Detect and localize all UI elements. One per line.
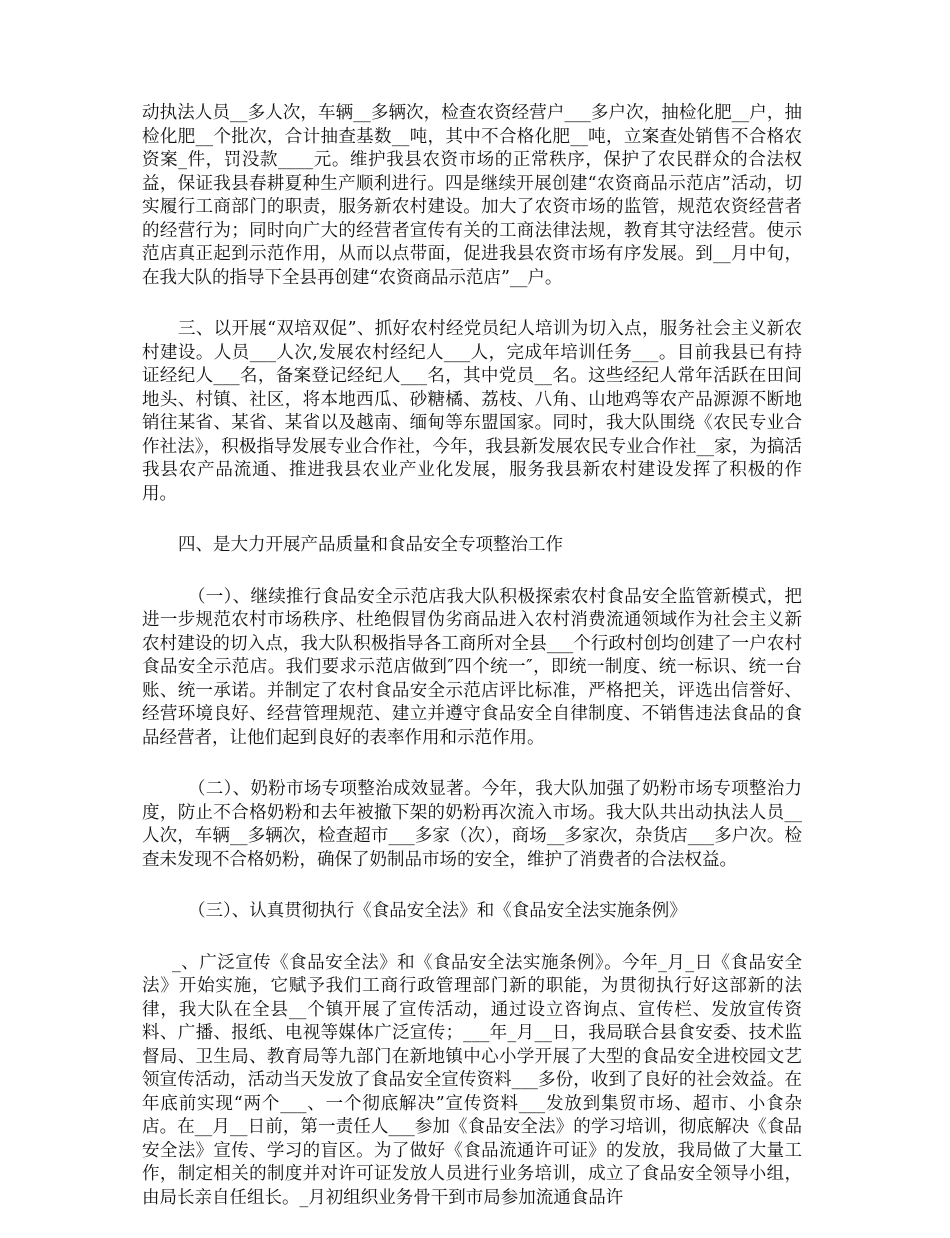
document-page: [142, 102, 802, 1238]
paragraph-section-three: 三、以开展“双培双促”、抓好农村经党员纪人培训为切入点，服务社会主义新农村建设。人员___人次,发展农村经纪人___人，完成年培训任务___。目前我县已有持证经纪人___名，备案登记经纪人___名，其中党员__名。这些经纪人常年活跃在田间地头、村镇、社区，将本地西瓜、砂糖橘、荔枝、八角、山地鸡等农产品源源不断地销往某省、某省、某省以及越南、缅甸等东盟国家。同时，我大队围绕《农民专业合作社法》，积极指导发展专业合作社，今年，我县新发展农民专业合作社__家，为搞活我县农产品流通、推进我县农业产业化发展，服务我县新农村建设发挥了积极的作用。: [142, 319, 802, 504]
section-heading-four: 四、是大力开展产品质量和食品安全专项整治工作: [178, 535, 563, 555]
paragraph-milk-powder: （二）、奶粉市场专项整治成效显著。今年，我大队加强了奶粉市场专项整治力度，防止不合格奶粉和去年被撤下架的奶粉再次流入市场。我大队共出动执法人员__人次，车辆__多辆次，检查超市___多家（次），商场__多家次，杂货店___多户次。检查未发现不合格奶粉，确保了奶制品市场的安全，维护了消费者的合法权益。: [142, 779, 802, 870]
paragraph-agri-inspection: 动执法人员__多人次，车辆__多辆次，检查农资经营户___多户次，抽检化肥__户，抽检化肥__个批次，合计抽查基数__吨，其中不合格化肥__吨，立案查处销售不合格农资案_件，罚没款____元。维护我县农资市场的正常秩序，保护了农民群众的合法权益，保证我县春耕夏种生产顺利进行。四是继续开展创建“农资商品示范店”活动，切实履行工商部门的职责，服务新农村建设。加大了农资市场的监管，规范农资经营者的经营行为；同时向广大的经营者宣传有关的工商法律法规，教育其守法经营。使示范店真正起到示范作用，从而以点带面，促进我县农资市场有序发展。到__月中旬，在我大队的指导下全县再创建“农资商品示范店”__户。: [142, 103, 802, 288]
paragraph-law-promotion: _、广泛宣传《食品安全法》和《食品安全法实施条例》。今年_月_日《食品安全法》开始实施，它赋予我们工商行政管理部门新的职能，为贯彻执行好这部新的法律，我大队在全县__个镇开展了宣传活动，通过设立咨询点、宣传栏、发放宣传资料、广播、报纸、电视等媒体广泛宣传；___年_月__日，我局联合县食安委、技术监督局、卫生局、教育局等九部门在新地镇中心小学开展了大型的食品安全进校园文艺领宣传活动，活动当天发放了食品安全宣传资料___多份，收到了良好的社会效益。在年底前实现“两个___、一个彻底解决”宣传资料___发放到集贸市场、超市、小食杂店。在__月__日前，第一责任人___参加《食品安全法》的学习培训，彻底解决《食品安全法》宣传、学习的盲区。为了做好《食品流通许可证》的发放，我局做了大量工作，制定相关的制度并对许可证发放人员进行业务培训，成立了食品安全领导小组，由局长亲自任组长。_月初组织业务骨干到市局参加流通食品许: [142, 952, 802, 1208]
paragraph-food-safety-stores: （一）、继续推行食品安全示范店我大队积极探索农村食品安全监管新模式，把进一步规范农村市场秩序、杜绝假冒伪劣商品进入农村消费流通领域作为社会主义新农村建设的切入点，我大队积极指导各工商所对全县___个行政村创均创建了一户农村食品安全示范店。我们要求示范店做到″四个统一″，即统一制度、统一标识、统一台账、统一承诺。并制定了农村食品安全示范店评比标准，严格把关，评选出信誉好、经营环境良好、经营管理规范、建立并遵守食品安全自律制度、不销售违法食品的食品经营者，让他们起到良好的表率作用和示范作用。: [142, 586, 802, 748]
subsection-heading-food-law: （三）、认真贯彻执行《食品安全法》和《食品安全法实施条例》: [188, 901, 687, 921]
